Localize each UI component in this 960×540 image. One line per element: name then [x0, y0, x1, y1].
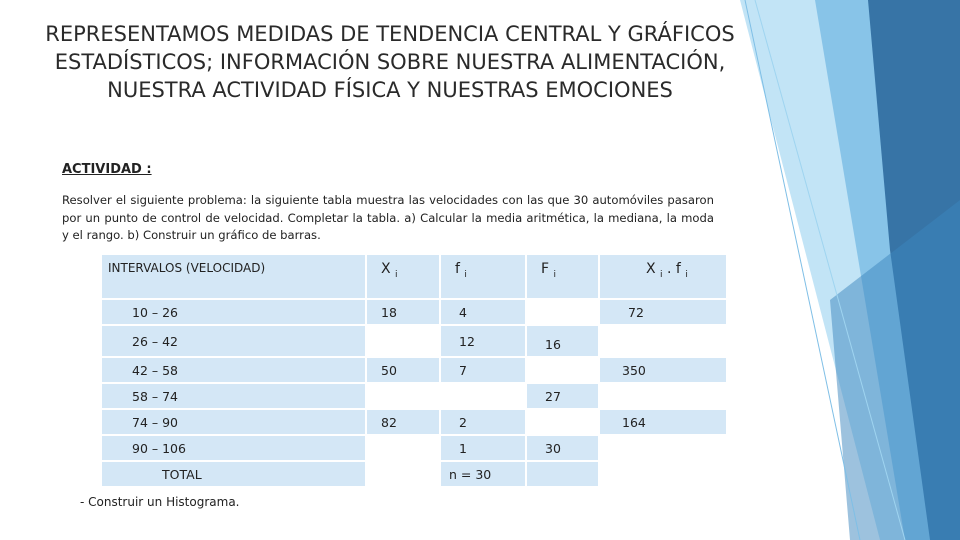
cell-interval: 90 – 106	[102, 436, 367, 462]
table-row	[102, 410, 726, 436]
cell-fi: 12	[441, 326, 527, 358]
cell-Fi	[527, 410, 600, 436]
table-row	[102, 300, 726, 326]
cell-xi: 82	[367, 410, 441, 436]
header-fi	[441, 255, 527, 300]
cell-interval: 58 – 74	[102, 384, 367, 410]
cell-Fi	[527, 300, 600, 326]
header-Fi-sub: i	[553, 269, 557, 280]
instructions-text: Resolver el siguiente problema: la siguiente tabla muestra las velocidades con las que 30 automóviles pasaron por un punto de control de velocidad. Completar la tabla. a) Calcular la media aritmética, la mediana, la moda y el rango. b) Construir un gráfico de barras.	[62, 193, 714, 242]
cell-xi: 50	[367, 358, 441, 384]
frequency-table	[102, 255, 726, 488]
cell-total-n: n = 30	[441, 462, 527, 488]
cell-Fi: 16	[527, 326, 600, 358]
header-xi-main: X	[381, 261, 391, 277]
cell-fi: 1	[441, 436, 527, 462]
header-xifi	[600, 255, 726, 300]
cell-xifi: 164	[600, 410, 726, 436]
table-total-row	[102, 462, 726, 488]
header-intervals: INTERVALOS (VELOCIDAD)	[102, 255, 367, 300]
cell-Fi	[527, 358, 600, 384]
cell-xifi	[600, 384, 726, 410]
cell-total-xifi	[600, 462, 726, 488]
header-Fi-main: F	[541, 261, 550, 277]
cell-Fi: 27	[527, 384, 600, 410]
cell-xifi	[600, 326, 726, 358]
table-header-row	[102, 255, 726, 300]
cell-total-label: TOTAL	[102, 462, 367, 488]
header-xifi-dot: .	[662, 261, 676, 277]
activity-heading: ACTIVIDAD :	[62, 162, 152, 177]
cell-fi: 4	[441, 300, 527, 326]
cell-interval: 10 – 26	[102, 300, 367, 326]
header-fi-sub: i	[464, 269, 467, 280]
cell-xi	[367, 384, 441, 410]
header-fi-main: f	[455, 261, 460, 277]
cell-fi: 7	[441, 358, 527, 384]
cell-Fi: 30	[527, 436, 600, 462]
footnote-histogram: - Construir un Histograma.	[80, 495, 240, 509]
slide-title: REPRESENTAMOS MEDIDAS DE TENDENCIA CENTRAL Y GRÁFICOS ESTADÍSTICOS; INFORMACIÓN SOBRE NUESTRA ALIMENTACIÓN, NUESTRA ACTIVIDAD FÍSICA Y NUESTRAS EMOCIONES	[45, 22, 735, 102]
header-Fi	[527, 255, 600, 300]
cell-interval: 26 – 42	[102, 326, 367, 358]
cell-fi: 2	[441, 410, 527, 436]
cell-xi	[367, 326, 441, 358]
cell-xifi: 350	[600, 358, 726, 384]
header-xi-sub: i	[395, 269, 398, 280]
cell-interval: 42 – 58	[102, 358, 367, 384]
cell-total-Fi	[527, 462, 600, 488]
cell-xifi: 72	[600, 300, 726, 326]
table-row	[102, 384, 726, 410]
table-row	[102, 358, 726, 384]
cell-interval: 74 – 90	[102, 410, 367, 436]
table-row	[102, 326, 726, 358]
cell-total-xi	[367, 462, 441, 488]
header-xifi-xsub: i	[660, 269, 663, 280]
cell-xifi	[600, 436, 726, 462]
header-xifi-f: f	[675, 261, 681, 277]
cell-xi: 18	[367, 300, 441, 326]
cell-xi	[367, 436, 441, 462]
header-xifi-fsub: i	[685, 269, 688, 280]
cell-fi	[441, 384, 527, 410]
header-xi	[367, 255, 441, 300]
table-row	[102, 436, 726, 462]
header-xifi-x: X	[646, 261, 656, 277]
